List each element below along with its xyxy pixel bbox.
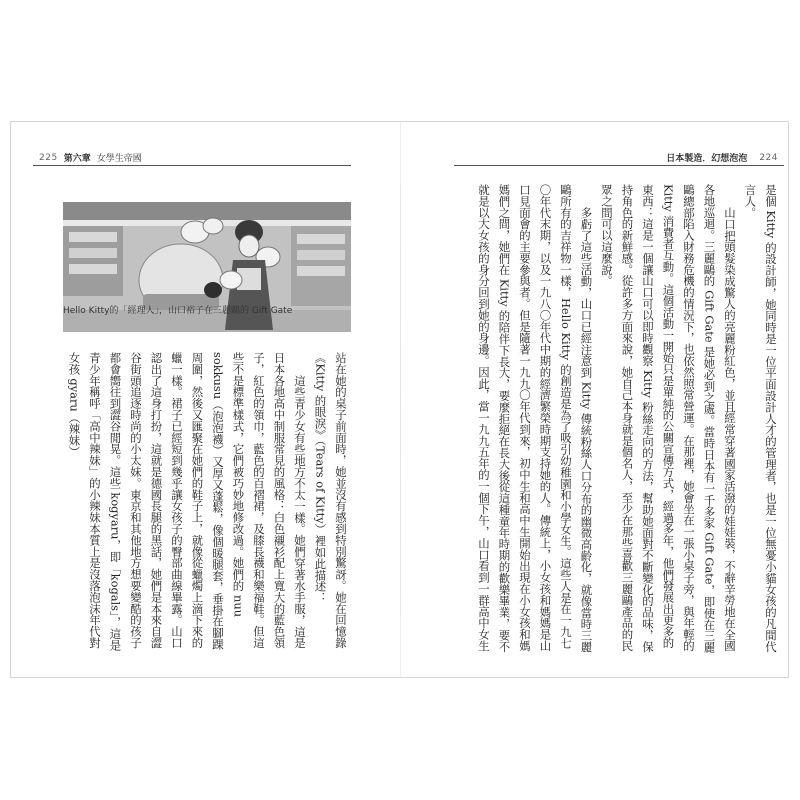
book-spread: [10, 121, 789, 678]
left-page-body: [67, 352, 351, 656]
right-paragraph-3: 多虧了這些活動，山口已經注意到 Kitty 傳統粉絲人口分布的幽微高齡化，就像當時三麗鷗所有的吉祥物一樣，Hello Kitty 的創造是為了吸引幼稚園和小學女生。這些人是在一九七〇年代末期，以及一九八〇年代中期的經濟繁榮時期支持她的人。傳統上，小女孩和媽媽是山口見面會的主要參與者。但是隨著一九九〇年代到來，初中生和高中生開始出現在小女孩和媽媽們之間，她們在 Kitty 的陪伴下長大，要麼拒絕在長大後從這種童年時期的歡樂畢業，要不就是以大女孩的身分回到她的身邊。因此，當一九九五年的一個下午，山口看到一群高中女生: [477, 184, 594, 653]
right-page-header: [454, 150, 784, 166]
left-page-number: 225: [39, 152, 58, 163]
photo-caption: Hello Kitty的「經理人」，山口裕子在三麗鷗的 Gift Gate: [63, 306, 293, 316]
right-paragraph-1: 是個 Kitty 的設計師，她同時是一位平面設計人才的管理者，也是一位無憂小貓女孩的凡間代言人。: [743, 184, 778, 653]
chapter-label: 第六章: [63, 154, 91, 164]
left-page-header: [33, 150, 351, 166]
right-page-body: [458, 184, 781, 656]
book-title: 日本製造．幻想泡泡: [666, 154, 748, 164]
right-page-number: 224: [759, 152, 778, 163]
book-gutter: [400, 122, 401, 677]
left-paragraph-1: 站在她的桌子前面時，她並沒有感到特別驚訝。她在回憶錄《Kitty 的眼淚》（Tears of Kitty）裡如此描述：: [313, 352, 348, 649]
left-paragraph-2: 這些青少女有些地方不太一樣。她們穿著水手服，這是日本各地高中制服常見的風格：白色襯衫配上寬大的藍色領子，紅色的領巾，藍色的百褶裙，及膝長襪和樂福鞋。但這些不是標準樣式，它們被巧妙地修改過。她們的 nuu sokkusu（泡泡襪）又厚又蓬鬆，像個暖腿套，垂掛在腳踝周圍，然後又匯聚在她們的鞋子上，就像從蠟燭上滴下來的蠟一樣。裙子已經短到幾乎讓女孩子的臀部曲線畢露。山口認出了這身打扮，這就是德國長腿的黑話，她們是本來自澀谷街頭追逐時尚的小太妹。東京和其他地方想要變酷的孩子都會嚮往到澀谷閒晃。這些 kogyaru，即「kogals」，這是青少年稱呼「高中辣妹」的小辣妹本質上是沒落泡沫年代對女孩 gyaru（辣妹）: [67, 352, 307, 651]
chapter-title: 女學生帝國: [96, 154, 142, 164]
right-paragraph-2: 山口把頭髮染成驚人的亮麗粉紅色，並且經常穿著國家活潑的娃娃裝，不辭辛勞地在全國各地巡迴。三麗鷗的 Gift Gate 是她必到之處。當時日本有一千多家 Gift Gate，即使在三麗鷗總部陷入財務危機的情況下，也依然照常營運。在那裡，她會坐在一張小桌子旁，與年輕的 Kitty 消費者互動。這個活動一開始只是單純的公關宣傳方式，經過多年，他們發展出更多的東西：這是一個讓山口可以即時觀察 Kitty 粉絲走向的方法，幫助她面對不斷變化的品味，保持角色的新鮮感。從許多方面來說，她自己本身就是個名人，至少在那些喜歡三麗鷗產品的民眾之間可以這麼說。: [600, 184, 737, 653]
